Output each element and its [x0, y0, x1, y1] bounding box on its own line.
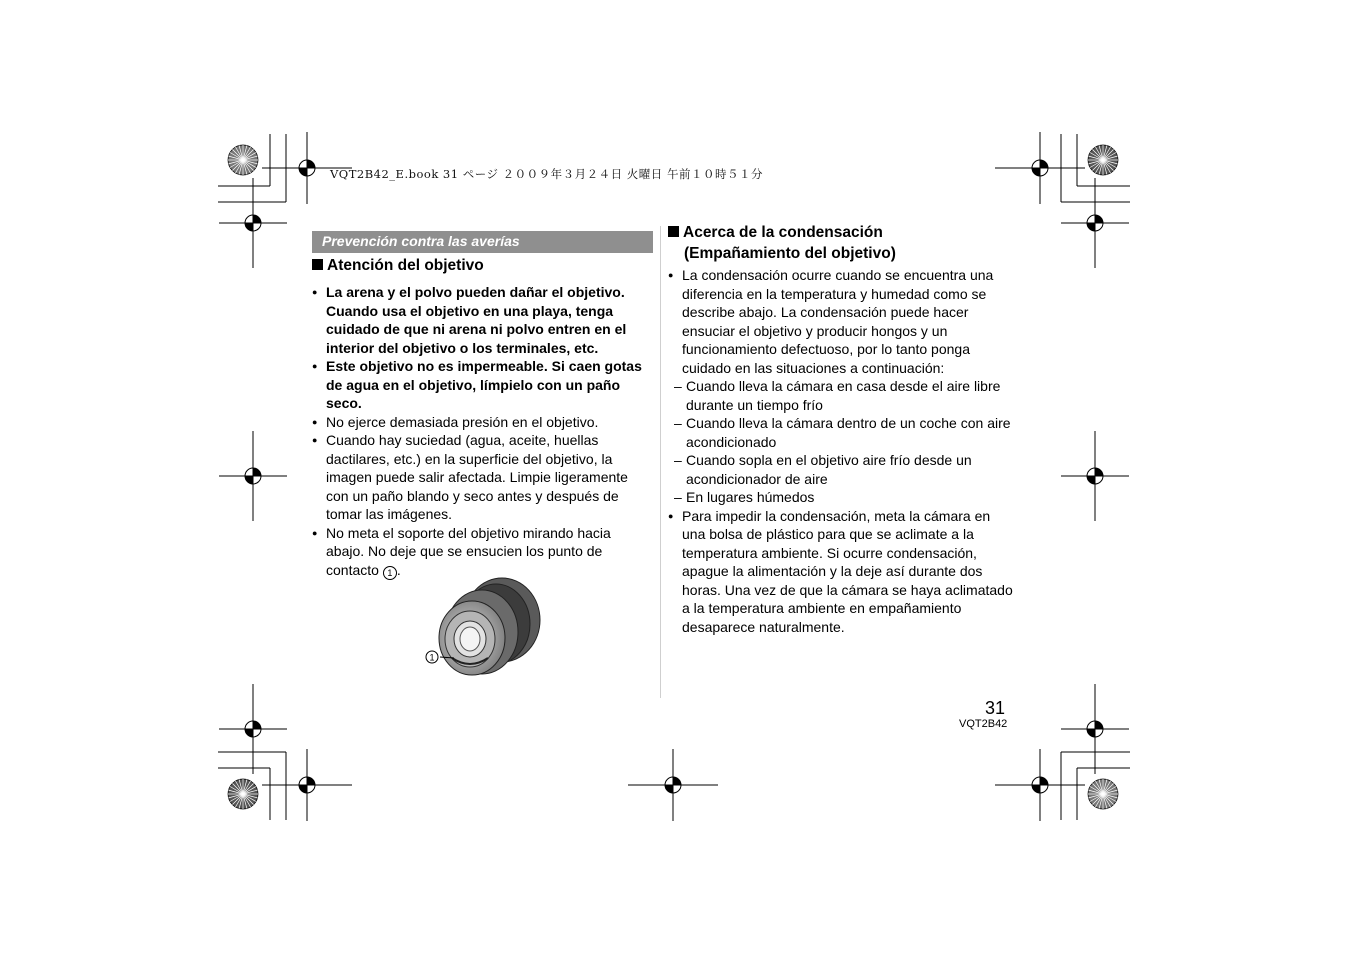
callout-ref-number: 1 — [383, 566, 397, 580]
list-item: – Cuando sopla en el objetivo aire frío desde un acondicionador de aire — [668, 451, 1013, 488]
page-number: 31 — [985, 698, 1006, 718]
list-item: ● Cuando hay suciedad (agua, aceite, huellas dactilares, etc.) en la superficie del objetivo, la imagen puede salir afectada. Limpie ligeramente con un paño blando y seco antes y después de tomar las imágenes. — [312, 431, 652, 524]
list-item: – En lugares húmedos — [668, 488, 1013, 507]
left-column — [312, 255, 652, 580]
condensation-subheading: (Empañamiento del objetivo) — [684, 245, 896, 262]
document-code: VQT2B42 — [959, 718, 1008, 730]
column-divider — [660, 226, 661, 698]
figure-callout-number: 1 — [429, 652, 435, 663]
condensation-heading: Acerca de la condensación — [668, 222, 1013, 243]
right-column — [668, 222, 1013, 636]
square-bullet-icon — [668, 226, 679, 237]
condensation-prevention-list — [668, 507, 1013, 637]
condensation-cases-list — [668, 377, 1013, 507]
list-item: ● No meta el soporte del objetivo mirando hacia abajo. No deje que se ensucien los punto de contacto 1 . — [312, 524, 652, 580]
list-item: ● Este objetivo no es impermeable. Si caen gotas de agua en el objetivo, límpielo con un paño seco. — [312, 357, 652, 413]
list-item: – Cuando lleva la cámara dentro de un coche con aire acondicionado — [668, 414, 1013, 451]
lens-illustration — [420, 574, 550, 682]
list-item: ● Para impedir la condensación, meta la cámara en una bolsa de plástico para que se aclimate a la temperatura ambiente. Si ocurre condensación, apague la alimentación y la deje así durante dos horas. Una vez de que la cámara se haya aclimatado a la temperatura ambiente en empañamiento desaparece naturalmente. — [668, 507, 1013, 637]
list-item: ● No ejerce demasiada presión en el objetivo. — [312, 413, 652, 432]
list-item: ● La arena y el polvo pueden dañar el objetivo. Cuando usa el objetivo en una playa, tenga cuidado de que ni arena ni polvo entren en el interior del objetivo o los terminales, etc. — [312, 283, 652, 357]
square-bullet-icon — [312, 259, 323, 270]
section-title: Prevención contra las averías — [322, 233, 520, 249]
section-title-bar — [312, 231, 653, 253]
lens-care-list — [312, 283, 652, 580]
list-item: ● La condensación ocurre cuando se encuentra una diferencia en la temperatura y humedad como se describe abajo. La condensación puede hacer ensuciar el objetivo y producir hongos y un funcionamiento defectuoso, por lo tanto ponga cuidado en las situaciones a continuación: — [668, 266, 1013, 377]
condensation-intro-list — [668, 266, 1013, 377]
lens-care-heading: Atención del objetivo — [312, 255, 652, 276]
list-item: – Cuando lleva la cámara en casa desde el aire libre durante un tiempo frío — [668, 377, 1013, 414]
print-info-header: VQT2B42_E.book 31 ページ ２００９年３月２４日 火曜日 午前１０時５１分 — [330, 167, 763, 181]
